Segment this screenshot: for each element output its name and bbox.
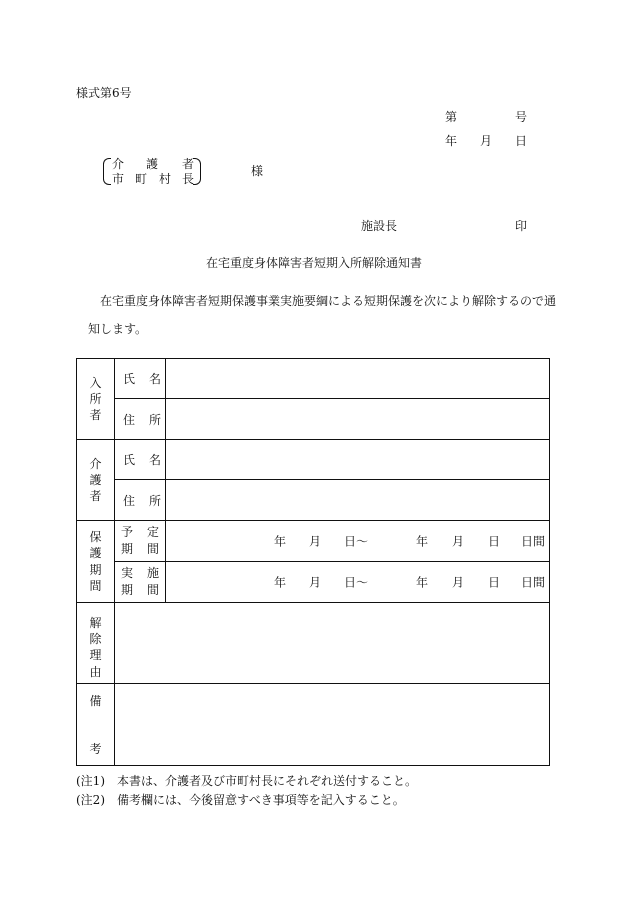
date-month: 月 — [480, 134, 493, 148]
label-char: 備 — [89, 694, 102, 708]
date-day: 日 — [515, 134, 528, 148]
period-to-day: 日 — [488, 575, 501, 590]
note-mark: (注2) — [76, 792, 105, 807]
label-char: 者 — [89, 408, 102, 423]
label-char: 由 — [89, 664, 102, 679]
period-section-label — [77, 521, 115, 603]
body-line-1: 在宅重度身体障害者短期保護事業実施要綱による短期保護を次により解除するので通 — [100, 294, 557, 308]
period-from-day: 日～ — [344, 534, 369, 549]
label-char: 護 — [89, 472, 102, 487]
label-char: 予 — [121, 524, 134, 539]
label-char: 者 — [89, 489, 102, 504]
form-table — [76, 358, 550, 766]
document-title: 在宅重度身体障害者短期入所解除通知書 — [206, 256, 423, 270]
scheduled-period-field[interactable] — [166, 521, 550, 562]
caregiver-address-field[interactable] — [166, 480, 550, 521]
caregiver-section-label — [77, 440, 115, 521]
addressee-bracket-left — [103, 158, 111, 185]
form-number: 様式第6号 — [76, 86, 132, 100]
addressee-char: 市 — [112, 172, 125, 186]
period-days: 日間 — [521, 575, 546, 590]
addressee-char: 村 — [159, 172, 172, 186]
seal-mark: 印 — [515, 219, 528, 233]
label-char: 所 — [89, 391, 102, 406]
label-char: 護 — [89, 546, 102, 561]
label-char: 解 — [89, 616, 102, 630]
label-char: 氏 — [123, 372, 136, 386]
reason-field[interactable] — [115, 603, 550, 684]
label-char: 入 — [89, 375, 102, 390]
period-to-year: 年 — [416, 575, 429, 590]
resident-section-label — [77, 359, 115, 440]
label-char: 氏 — [123, 453, 136, 467]
addressee-char: 者 — [182, 157, 195, 171]
period-to-month: 月 — [452, 575, 465, 590]
sender-title: 施設長 — [361, 219, 398, 233]
caregiver-address-label — [115, 480, 166, 521]
label-char: 名 — [149, 372, 162, 386]
note-1 — [76, 772, 417, 791]
label-char: 施 — [147, 565, 160, 580]
addressee-char: 介 — [112, 157, 125, 171]
label-char: 期 — [121, 542, 134, 556]
note-text: 備考欄には、今後留意すべき事項等を記入すること。 — [117, 792, 405, 807]
period-to-month: 月 — [452, 534, 465, 549]
period-from-year: 年 — [274, 575, 287, 590]
resident-name-label — [115, 359, 166, 399]
period-from-month: 月 — [309, 534, 322, 549]
label-char: 期 — [121, 583, 134, 597]
label-char: 間 — [89, 578, 102, 593]
period-from-year: 年 — [274, 534, 287, 549]
scheduled-period-label — [115, 521, 166, 562]
addressee-char: 護 — [146, 157, 159, 171]
remarks-field[interactable] — [115, 684, 550, 766]
addressee-char: 長 — [182, 172, 195, 186]
period-days: 日間 — [521, 534, 546, 549]
addressee-bracket-right — [193, 158, 201, 185]
reason-section-label — [77, 603, 115, 684]
label-char: 除 — [89, 632, 102, 647]
label-char: 所 — [149, 493, 162, 508]
date-year: 年 — [445, 134, 458, 148]
period-from-month: 月 — [309, 575, 322, 590]
period-from-day: 日～ — [344, 575, 369, 590]
label-char: 住 — [123, 493, 136, 508]
actual-period-field[interactable] — [166, 562, 550, 603]
doc-no-prefix: 第 — [445, 110, 458, 124]
label-char: 所 — [149, 412, 162, 427]
label-char: 間 — [147, 583, 160, 597]
period-to-year: 年 — [416, 534, 429, 549]
doc-no-suffix: 号 — [515, 110, 528, 124]
caregiver-name-field[interactable] — [166, 440, 550, 480]
label-char: 考 — [89, 741, 102, 756]
actual-period-label — [115, 562, 166, 603]
label-char: 介 — [89, 456, 102, 471]
notes — [76, 772, 417, 809]
remarks-section-label — [77, 684, 115, 766]
label-char: 実 — [121, 565, 134, 580]
note-2 — [76, 791, 417, 810]
label-char: 間 — [147, 542, 160, 556]
note-text: 本書は、介護者及び市町村長にそれぞれ送付すること。 — [117, 774, 418, 788]
addressee-char: 町 — [135, 172, 148, 186]
addressee-honorific: 様 — [251, 164, 264, 178]
label-char: 期 — [89, 562, 102, 577]
note-mark: (注1) — [76, 774, 105, 788]
label-char: 保 — [89, 530, 102, 545]
body-line-2: 知します。 — [88, 322, 148, 336]
resident-address-field[interactable] — [166, 399, 550, 440]
label-char: 住 — [123, 412, 136, 427]
resident-address-label — [115, 399, 166, 440]
caregiver-name-label — [115, 440, 166, 480]
period-to-day: 日 — [488, 534, 501, 549]
label-char: 定 — [147, 524, 160, 539]
label-char: 名 — [149, 453, 162, 467]
resident-name-field[interactable] — [166, 359, 550, 399]
label-char: 理 — [89, 648, 102, 663]
